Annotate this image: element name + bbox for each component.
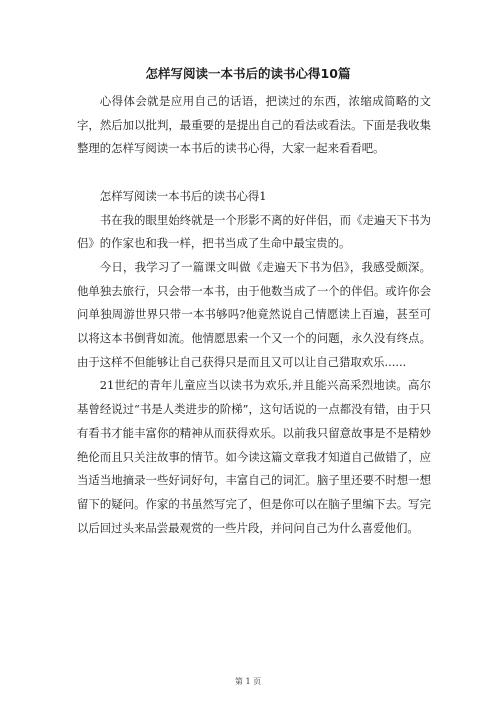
page-number: 第 1 页	[234, 677, 262, 686]
paragraph-intro: 心得体会就是应用自己的话语，把读过的东西，浓缩成简略的文字，然后加以批判，最重要的是提出自己的看法或看法。下面是我收集整理的怎样写阅读一本书后的读书心得，大家一起来看看吧。	[77, 94, 431, 156]
paragraph: 21世纪的青年儿童应当以读书为欢乐,并且能兴高采烈地读。高尔基曾经说过“书是人类进步的阶梯”，这句话说的一点都没有错，由于只有看书才能丰富你的精神从而获得欢乐。以前我只留意故事是不是精妙绝伦而且只关注故事的情节。如今读这篇文章我才知道自己做错了，应当适当地摘录一些好词好句，丰富自己的词汇。脑子里还要不时想一想留下的疑问。作家的书虽然写完了，但是你可以在脑子里编下去。写完以后回过头来品尝最观赏的一些片段，并问问自己为什么喜爱他们。	[77, 378, 431, 535]
document-body	[77, 90, 431, 540]
paragraph-spacer	[77, 161, 431, 185]
paragraph: 书在我的眼里始终就是一个形影不离的好伴侣，而《走遍天下书为侣》的作家也和我一样，把书当成了生命中最宝贵的。	[77, 212, 431, 251]
section-heading: 怎样写阅读一本书后的读书心得1	[99, 188, 267, 203]
paragraph: 今日，我学习了一篇课文叫做《走遍天下书为侣》，我感受颇深。他单独去旅行，只会带一本书，由于他数当成了一个的伴侣。或许你会问单独周游世界只带一本书够吗?他竟然说自己情愿读上百遍，甚至可以将这本书倒背如流。他情愿思索一个又一个的问题，永久没有终点。由于这样不但能够让自己获得只是而且又可以让自己猎取欢乐......	[77, 259, 431, 369]
page-title: 怎样写阅读一本书后的读书心得10篇	[145, 66, 351, 81]
